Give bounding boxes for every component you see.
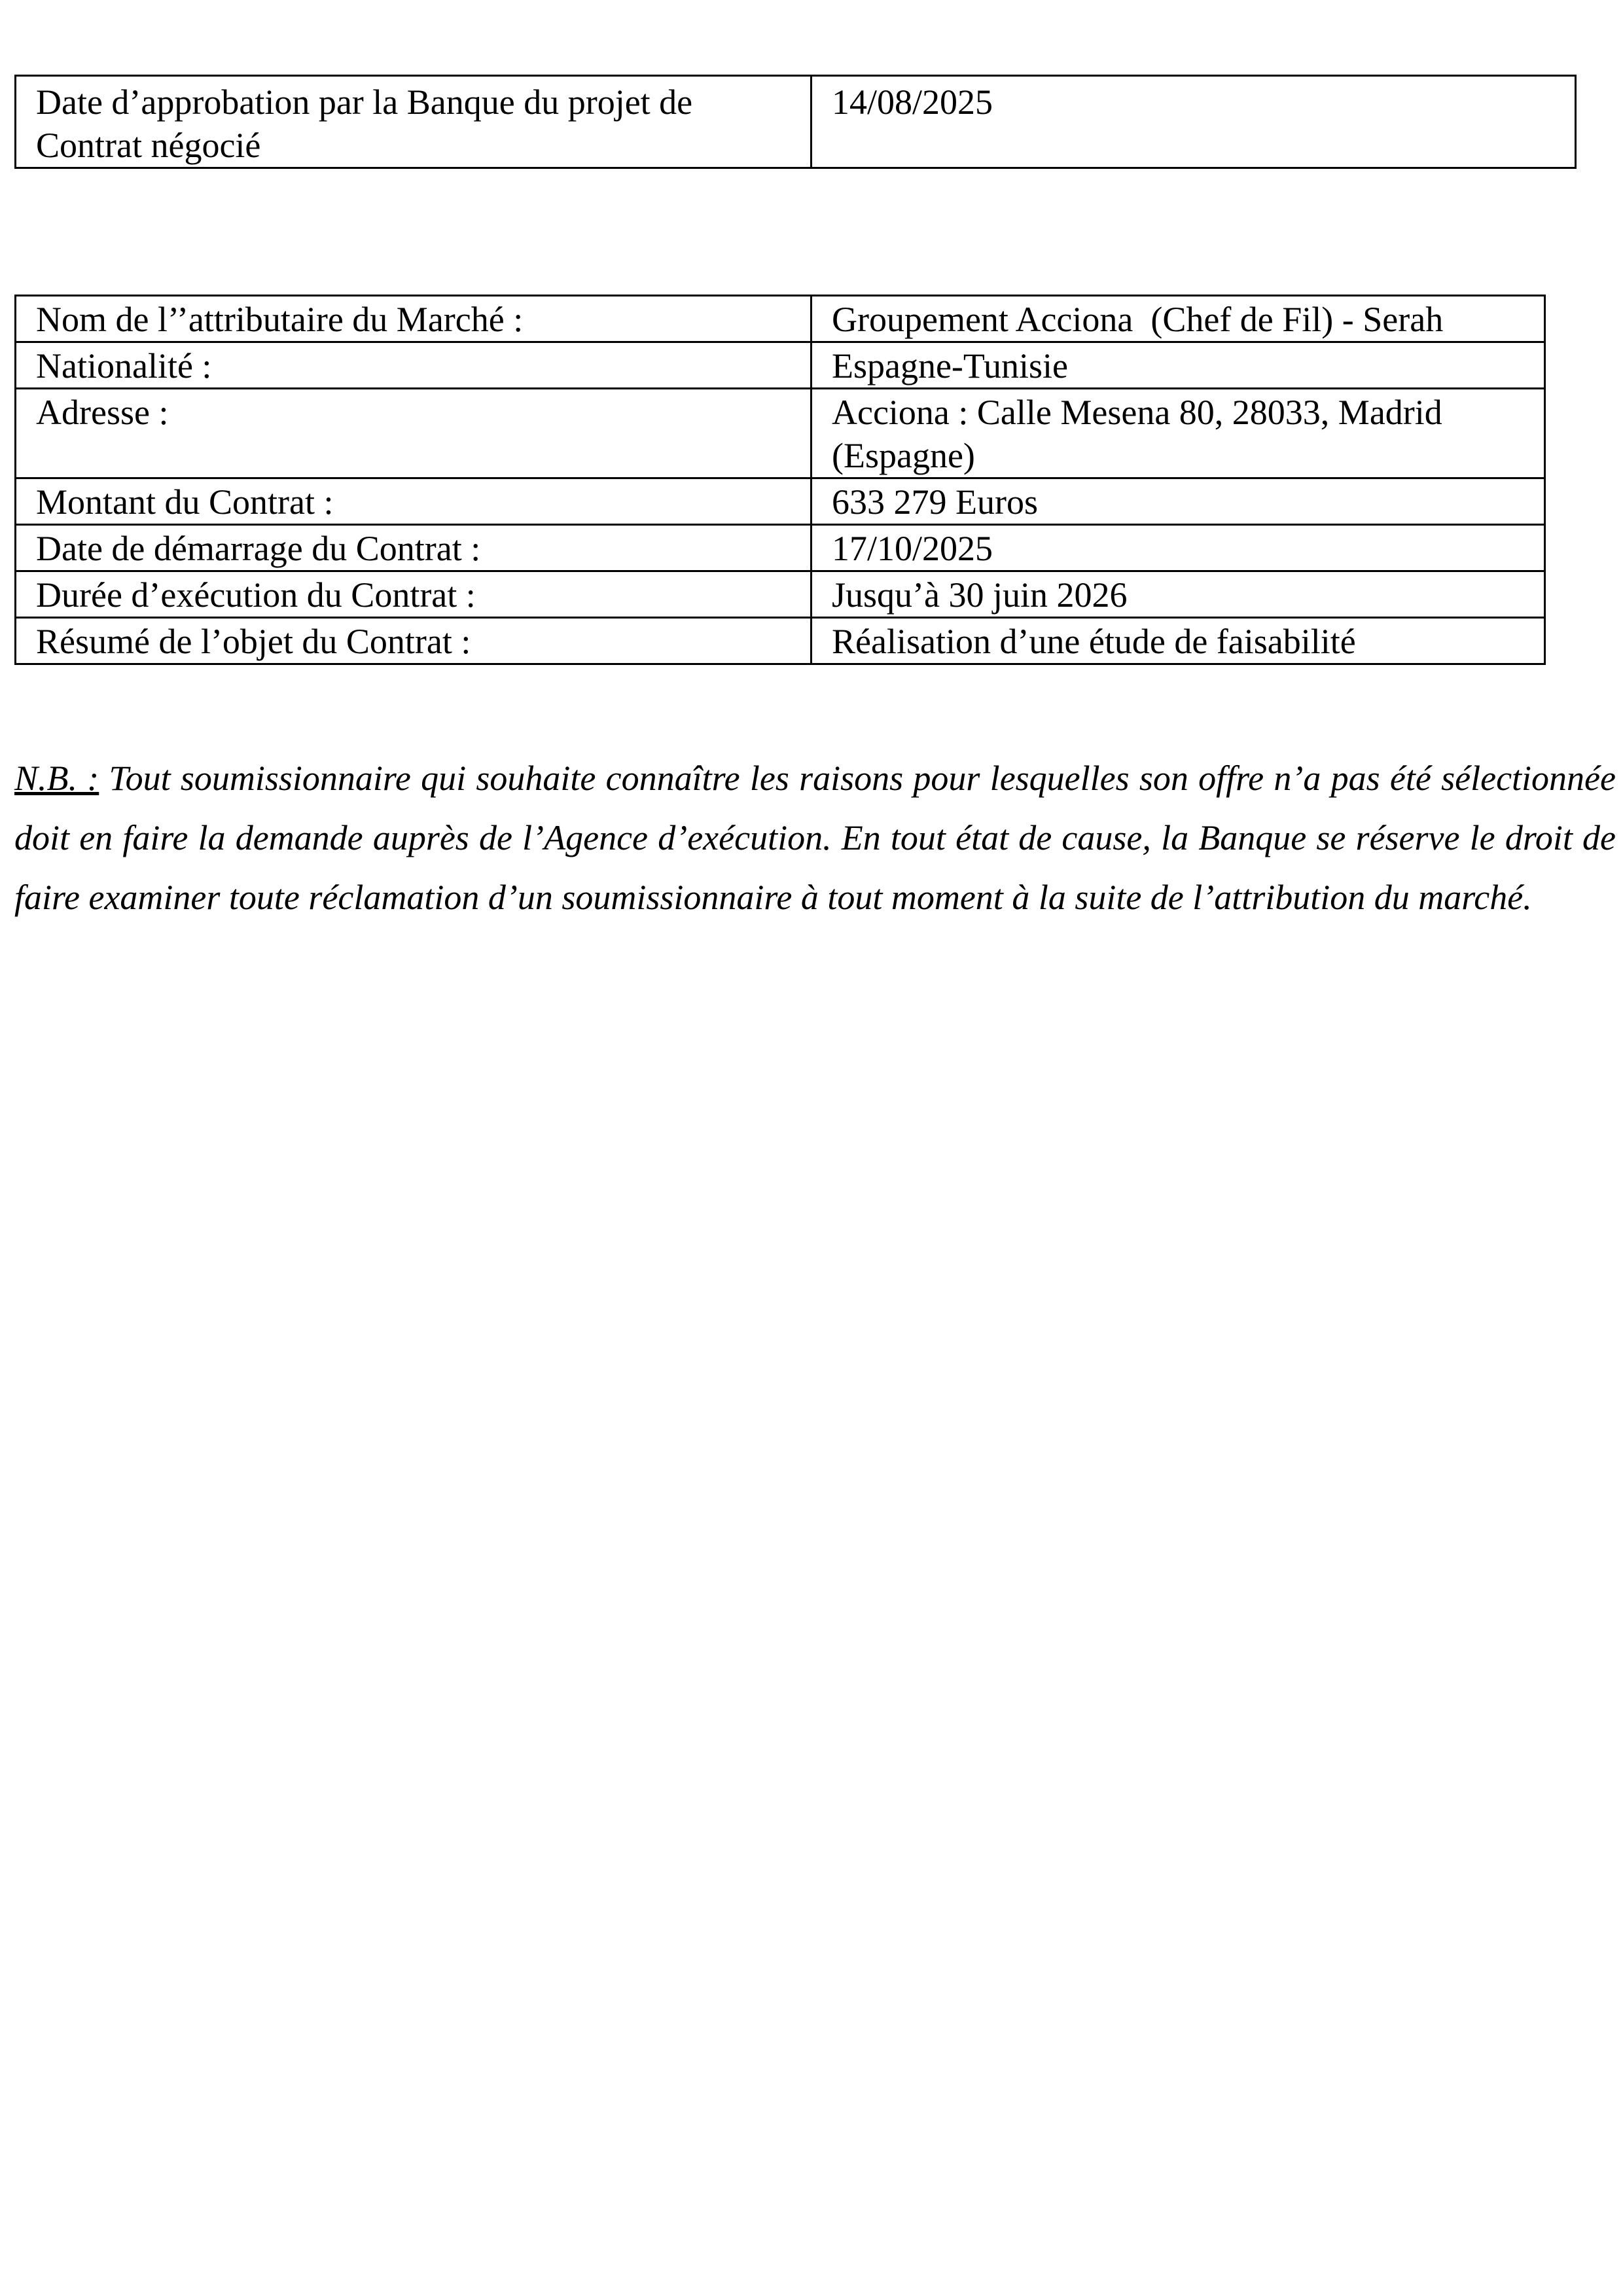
nationality-value: Espagne-Tunisie <box>812 342 1545 389</box>
table-row-duration <box>16 571 1545 618</box>
approval-date-value: 14/08/2025 <box>812 76 1576 168</box>
table-row-awardee-name <box>16 296 1545 342</box>
start-date-label: Date de démarrage du Contrat : <box>16 525 812 571</box>
start-date-value: 17/10/2025 <box>812 525 1545 571</box>
nb-note <box>14 749 1616 927</box>
duration-label: Durée d’exécution du Contrat : <box>16 571 812 618</box>
address-value: Acciona : Calle Mesena 80, 28033, Madrid (Espagne) <box>812 389 1545 478</box>
table-row-amount <box>16 478 1545 525</box>
contract-amount-value: 633 279 Euros <box>812 478 1545 525</box>
contract-summary-label: Résumé de l’objet du Contrat : <box>16 618 812 664</box>
contract-summary-value: Réalisation d’une étude de faisabilité <box>812 618 1545 664</box>
nb-text: Tout soumissionnaire qui souhaite connaître les raisons pour lesquelles son offre n’a pas été sélectionnée doit en faire la demande auprès de l’Agence d’exécution. En tout état de cause, la Banque se réserve le droit de faire examiner toute réclamation d’un soumissionnaire à tout moment à la suite de l’attribution du marché. <box>14 759 1616 917</box>
nb-label: N.B. : <box>14 759 99 798</box>
nationality-label: Nationalité : <box>16 342 812 389</box>
table-row <box>16 76 1576 168</box>
approval-date-table <box>14 75 1577 169</box>
table-row-start-date <box>16 525 1545 571</box>
contract-amount-label: Montant du Contrat : <box>16 478 812 525</box>
table-row-summary <box>16 618 1545 664</box>
awardee-name-label: Nom de l’’attributaire du Marché : <box>16 296 812 342</box>
approval-date-label: Date d’approbation par la Banque du projet de Contrat négocié <box>16 76 812 168</box>
address-label: Adresse : <box>16 389 812 478</box>
table-row-address <box>16 389 1545 478</box>
awardee-name-value: Groupement Acciona (Chef de Fil) - Serah <box>812 296 1545 342</box>
table-row-nationality <box>16 342 1545 389</box>
duration-value: Jusqu’à 30 juin 2026 <box>812 571 1545 618</box>
contract-award-table <box>14 295 1546 665</box>
